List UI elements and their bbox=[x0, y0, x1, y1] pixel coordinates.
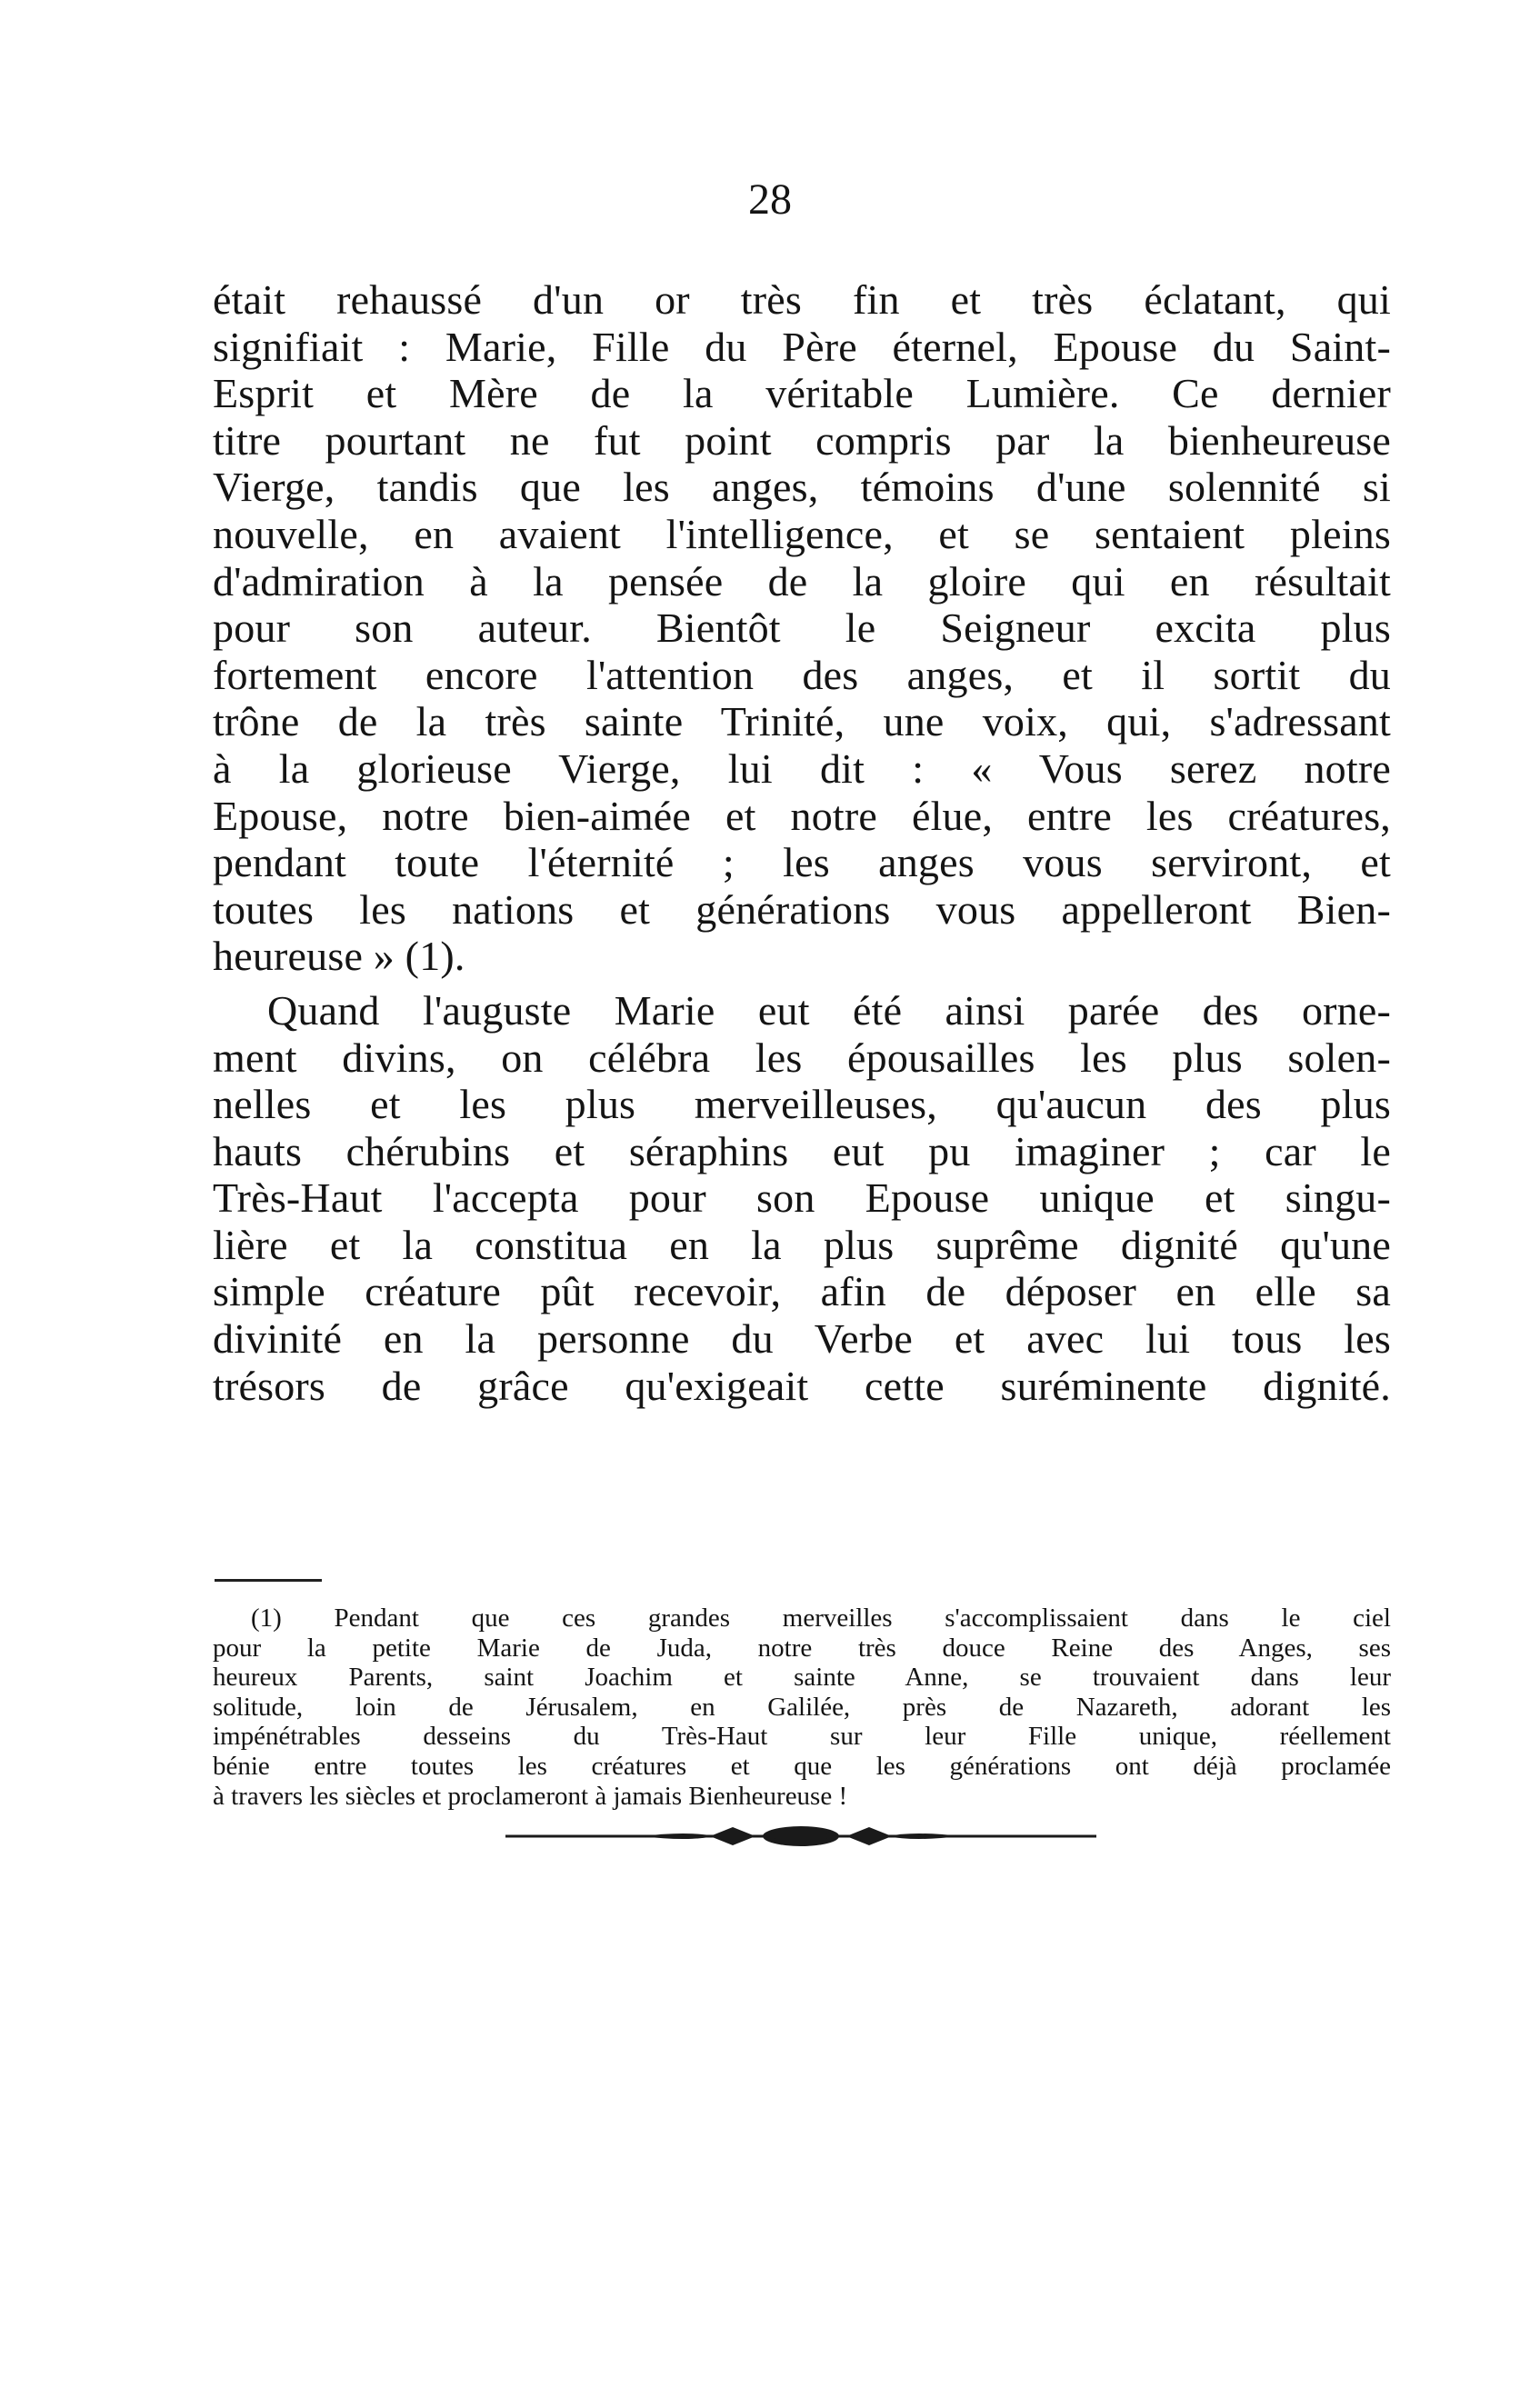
text-line: fortement encore l'attention des anges, et il sortit du bbox=[213, 651, 1391, 698]
text-line: pendant toute l'éternité ; les anges vous serviront, et bbox=[213, 839, 1391, 886]
text-line: Vierge, tandis que les anges, témoins d'une solennité si bbox=[213, 464, 1391, 511]
text-line: Très-Haut l'accepta pour son Epouse unique et singu- bbox=[213, 1174, 1391, 1222]
text-line: d'admiration à la pensée de la gloire qui en résultait bbox=[213, 557, 1391, 604]
text-line: nouvelle, en avaient l'intelligence, et se sentaient pleins bbox=[213, 510, 1391, 557]
text-line: Epouse, notre bien-aimée et notre élue, entre les créatures, bbox=[213, 792, 1391, 839]
main-text bbox=[213, 276, 1391, 1409]
text-line: toutes les nations et générations vous appelleront Bien- bbox=[213, 885, 1391, 933]
text-line: lière et la constitua en la plus suprême dignité qu'une bbox=[213, 1221, 1391, 1268]
text-line: nelles et les plus merveilleuses, qu'aucun des plus bbox=[213, 1081, 1391, 1128]
footnote-line: solitude, loin de Jérusalem, en Galilée, près de Nazareth, adorant les bbox=[213, 1692, 1391, 1722]
footnote bbox=[213, 1604, 1391, 1811]
page-number: 28 bbox=[748, 175, 792, 224]
footnote-line: bénie entre toutes les créatures et que les générations ont déjà proclamée bbox=[213, 1751, 1391, 1781]
footnote-line: (1) Pendant que ces grandes merveilles s'accomplissaient dans le ciel bbox=[251, 1604, 1391, 1633]
footnote-line: à travers les siècles et proclameront à jamais Bienheureuse ! bbox=[213, 1781, 848, 1811]
text-line: signifiait : Marie, Fille du Père éternel, Epouse du Saint- bbox=[213, 323, 1391, 370]
text-line: simple créature pût recevoir, afin de déposer en elle sa bbox=[213, 1268, 1391, 1315]
footnote-line: pour la petite Marie de Juda, notre très douce Reine des Anges, ses bbox=[213, 1633, 1391, 1663]
text-line: ment divins, on célébra les épousailles les plus solen- bbox=[213, 1034, 1391, 1081]
text-line: divinité en la personne du Verbe et avec lui tous les bbox=[213, 1315, 1391, 1363]
text-line: hauts chérubins et séraphins eut pu imaginer ; car le bbox=[213, 1127, 1391, 1174]
text-line: trône de la très sainte Trinité, une voix, qui, s'adressant bbox=[213, 698, 1391, 745]
footnote-line: heureux Parents, saint Joachim et sainte Anne, se trouvaient dans leur bbox=[213, 1663, 1391, 1693]
text-line: trésors de grâce qu'exigeait cette suréminente dignité. bbox=[213, 1362, 1391, 1409]
text-line: pour son auteur. Bientôt le Seigneur excita plus bbox=[213, 604, 1391, 652]
footnote-line: impénétrables desseins du Très-Haut sur leur Fille unique, réellement bbox=[213, 1722, 1391, 1752]
text-line: Esprit et Mère de la véritable Lumière. Ce dernier bbox=[213, 370, 1391, 417]
text-line: était rehaussé d'un or très fin et très éclatant, qui bbox=[213, 276, 1391, 323]
ornament-divider bbox=[505, 1818, 1096, 1854]
text-line: à la glorieuse Vierge, lui dit : « Vous serez notre bbox=[213, 744, 1391, 792]
text-line: Quand l'auguste Marie eut été ainsi parée des orne- bbox=[267, 986, 1391, 1034]
footnote-rule bbox=[215, 1579, 322, 1582]
text-line: heureuse » (1). bbox=[213, 933, 465, 980]
text-line: titre pourtant ne fut point compris par la bienheureuse bbox=[213, 416, 1391, 464]
